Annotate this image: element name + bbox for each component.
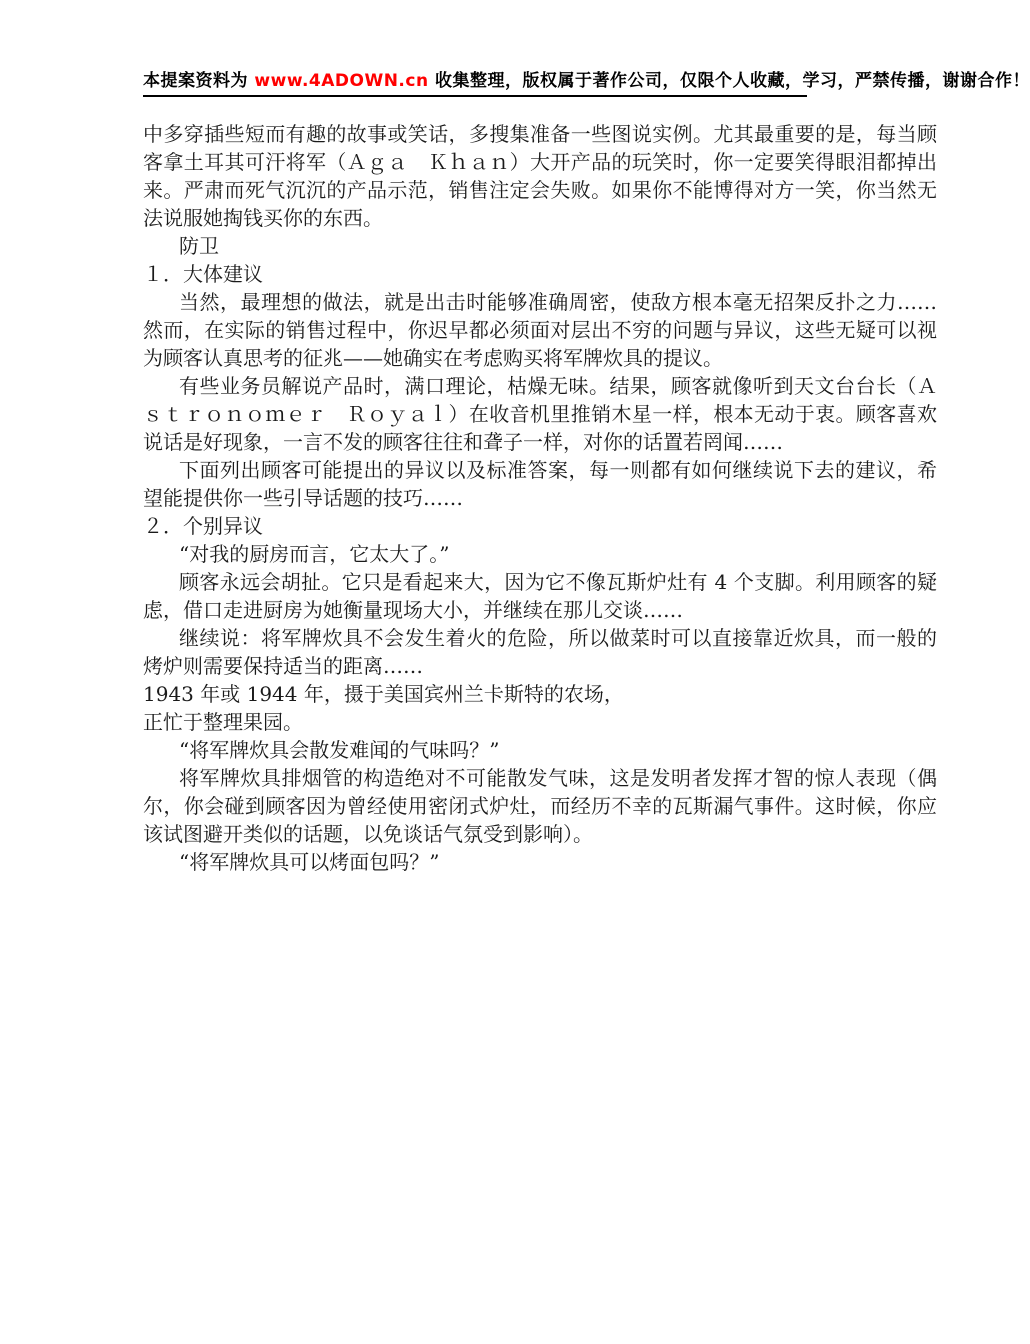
header-rule: [143, 95, 807, 97]
heading-defense: 防卫: [179, 234, 219, 258]
header-text-prefix: 本提案资料为: [143, 71, 255, 91]
quote-too-big: “对我的厨房而言，它太大了。”: [179, 542, 450, 566]
document-body: [143, 120, 937, 876]
paragraph-salesmen-theory: 有些业务员解说产品时，满口理论，枯燥无味。结果，顾客就像听到天文台台长（Ａｓｔｒｏｎｏｍｅｒ Ｒｏｙａｌ）在收音机里推销木星一样，根本无动于衷。顾客喜欢说话是好现象，一言不发的顾客往往和聋子一样，对你的话置若罔闻……: [143, 374, 937, 454]
paragraph-customer-nonsense: 顾客永远会胡扯。它只是看起来大，因为它不像瓦斯炉灶有 4 个支脚。利用顾客的疑虑，借口走进厨房为她衡量现场大小，并继续在那儿交谈……: [143, 570, 937, 622]
page-header: [143, 66, 1030, 91]
heading-section-2: ２．个别异议: [143, 514, 263, 538]
paragraph-opening: 中多穿插些短而有趣的故事或笑话，多搜集准备一些图说实例。尤其最重要的是，每当顾客拿土耳其可汗将军（Ａｇａ Ｋｈａｎ）大开产品的玩笑时，你一定要笑得眼泪都掉出来。严肃而死气沉沉的产品示范，销售注定会失败。如果你不能博得对方一笑，你当然无法说服她掏钱买你的东西。: [143, 122, 937, 230]
paragraph-continue-saying: 继续说：将军牌炊具不会发生着火的危险，所以做菜时可以直接靠近炊具，而一般的烤炉则需要保持适当的距离……: [143, 626, 937, 678]
header-url-link[interactable]: www.4ADOWN.cn: [254, 71, 429, 91]
paragraph-objection-list-intro: 下面列出顾客可能提出的异议以及标准答案，每一则都有如何继续说下去的建议，希望能提供你一些引导话题的技巧……: [143, 458, 937, 510]
header-text-suffix: 收集整理，版权属于著作公司，仅限个人收藏，学习，严禁传播，谢谢合作！: [428, 71, 1030, 91]
quote-bread: “将军牌炊具可以烤面包吗？”: [179, 850, 440, 874]
paragraph-ideal-approach: 当然，最理想的做法，就是出击时能够准确周密，使敌方根本毫无招架反扑之力……然而，在实际的销售过程中，你迟早都必须面对层出不穷的问题与异议，这些无疑可以视为顾客认真思考的征兆——她确实在考虑购买将军牌炊具的提议。: [143, 290, 937, 370]
quote-smell: “将军牌炊具会散发难闻的气味吗？”: [179, 738, 500, 762]
caption-line-1: 1943 年或 1944 年，摄于美国宾州兰卡斯特的农场，: [143, 682, 624, 706]
paragraph-smell-answer: 将军牌炊具排烟管的构造绝对不可能散发气味，这是发明者发挥才智的惊人表现（偶尔，你会碰到顾客因为曾经使用密闭式炉灶，而经历不幸的瓦斯漏气事件。这时候，你应该试图避开类似的话题，以免谈话气氛受到影响）。: [143, 766, 937, 846]
heading-section-1: １．大体建议: [143, 262, 263, 286]
caption-line-2: 正忙于整理果园。: [143, 710, 303, 734]
